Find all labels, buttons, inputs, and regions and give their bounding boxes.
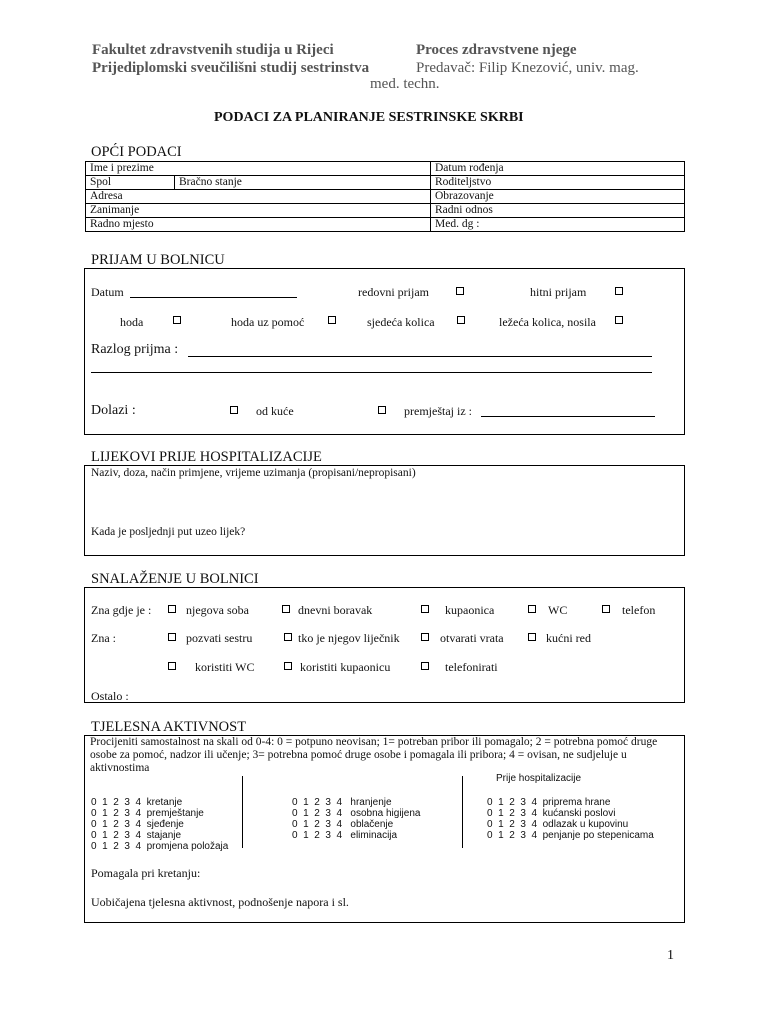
- workplace-cell[interactable]: Radno mjesto: [86, 218, 431, 232]
- occupation-cell[interactable]: Zanimanje: [86, 204, 431, 218]
- study-name: Prijediplomski sveučilišni studij sestrinstva: [92, 60, 370, 76]
- wheelchair-label: sjedeća kolica: [367, 315, 435, 329]
- before-hospitalization-label: Prije hospitalizacije: [496, 773, 582, 784]
- column-divider-1: [242, 776, 243, 848]
- name-cell[interactable]: Ime i prezime: [86, 162, 431, 176]
- reason-label: Razlog prijma :: [91, 342, 179, 357]
- walk-label: hoda: [120, 315, 144, 329]
- lecturer-title: med. techn.: [370, 76, 440, 92]
- activity-item: 0 1 2 3 4 priprema hrane: [487, 797, 611, 808]
- reason-line-2[interactable]: [91, 372, 652, 373]
- phone-label: telefon: [622, 603, 656, 617]
- use-wc-label: koristiti WC: [195, 660, 255, 674]
- walk-help-checkbox[interactable]: [328, 316, 336, 324]
- admission-date-label: Datum: [91, 285, 124, 299]
- room-label: njegova soba: [186, 603, 249, 617]
- day-room-label: dnevni boravak: [298, 603, 373, 617]
- lecturer: Predavač: Filip Knezović, univ. mag.: [416, 60, 639, 76]
- knows-label: Zna :: [91, 631, 116, 645]
- dob-cell[interactable]: Datum rođenja: [431, 162, 685, 176]
- activity-item: 0 1 2 3 4 penjanje po stepenicama: [487, 830, 654, 841]
- admission-date-line[interactable]: [130, 297, 297, 298]
- activity-item: 0 1 2 3 4 stajanje: [91, 830, 182, 841]
- activity-item: 0 1 2 3 4 oblačenje: [292, 819, 394, 830]
- wc-label: WC: [548, 603, 568, 617]
- other-label: Ostalo :: [91, 689, 129, 703]
- urgent-admission-checkbox[interactable]: [615, 287, 623, 295]
- regular-admission-checkbox[interactable]: [456, 287, 464, 295]
- address-cell[interactable]: Adresa: [86, 190, 431, 204]
- activity-item: 0 1 2 3 4 kretanje: [91, 797, 183, 808]
- day-room-checkbox[interactable]: [282, 605, 290, 613]
- general-table: [85, 161, 685, 232]
- faculty-name: Fakultet zdravstvenih studija u Rijeci: [92, 42, 334, 58]
- stretcher-label: ležeća kolica, nosila: [499, 315, 596, 329]
- transfer-checkbox[interactable]: [378, 406, 386, 414]
- doctor-checkbox[interactable]: [284, 633, 292, 641]
- house-rules-label: kućni red: [546, 631, 591, 645]
- wc-checkbox[interactable]: [528, 605, 536, 613]
- phone-checkbox[interactable]: [602, 605, 610, 613]
- medications-heading: LIJEKOVI PRIJE HOSPITALIZACIJE: [91, 449, 322, 465]
- walk-help-label: hoda uz pomoć: [231, 315, 305, 329]
- activity-item: 0 1 2 3 4 osobna higijena: [292, 808, 421, 819]
- activity-instr-3: aktivnostima: [90, 762, 150, 774]
- activity-item: 0 1 2 3 4 sjeđenje: [91, 819, 184, 830]
- open-doors-checkbox[interactable]: [421, 633, 429, 641]
- regular-admission-label: redovni prijam: [358, 285, 429, 299]
- call-phone-label: telefonirati: [445, 660, 498, 674]
- transfer-label: premještaj iz :: [404, 404, 472, 418]
- medications-desc: Naziv, doza, način primjene, vrijeme uzimanja (propisani/nepropisani): [91, 467, 416, 479]
- call-phone-checkbox[interactable]: [421, 662, 429, 670]
- doctor-label: tko je njegov liječnik: [298, 631, 400, 645]
- activity-item: 0 1 2 3 4 premještanje: [91, 808, 204, 819]
- use-wc-checkbox[interactable]: [168, 662, 176, 670]
- activity-item: 0 1 2 3 4 kućanski poslovi: [487, 808, 616, 819]
- activity-item: 0 1 2 3 4 promjena položaja: [91, 841, 229, 852]
- medications-last: Kada je posljednji put uzeo lijek?: [91, 526, 246, 538]
- transfer-line[interactable]: [481, 416, 655, 417]
- orientation-heading: SNALAŽENJE U BOLNICI: [91, 571, 259, 587]
- sex-cell[interactable]: Spol: [86, 176, 175, 190]
- activity-heading: TJELESNA AKTIVNOST: [91, 719, 247, 735]
- course-name: Proces zdravstvene njege: [416, 42, 577, 58]
- general-heading: OPĆI PODACI: [91, 144, 182, 160]
- page-number: 1: [667, 948, 674, 963]
- urgent-admission-label: hitni prijam: [530, 285, 587, 299]
- reason-line-1[interactable]: [188, 356, 652, 357]
- arrives-label: Dolazi :: [91, 403, 136, 418]
- page-title: PODACI ZA PLANIRANJE SESTRINSKE SKRBI: [214, 110, 524, 125]
- employment-cell[interactable]: Radni odnos: [431, 204, 685, 218]
- open-doors-label: otvarati vrata: [440, 631, 504, 645]
- wheelchair-checkbox[interactable]: [457, 316, 465, 324]
- call-nurse-label: pozvati sestru: [186, 631, 253, 645]
- call-nurse-checkbox[interactable]: [168, 633, 176, 641]
- knows-where-label: Zna gdje je :: [91, 603, 152, 617]
- activity-item: 0 1 2 3 4 eliminacija: [292, 830, 398, 841]
- admission-heading: PRIJAM U BOLNICU: [91, 252, 225, 268]
- stretcher-checkbox[interactable]: [615, 316, 623, 324]
- use-bath-label: koristiti kupaonicu: [300, 660, 391, 674]
- parenthood-cell[interactable]: Roditeljstvo: [431, 176, 685, 190]
- activity-instr-1: Procijeniti samostalnost na skali od 0-4: 0 = potpuno neovisan; 1= potreban pribor ili pomagalo; 2 = potrebna pomoć druge: [90, 736, 658, 748]
- education-cell[interactable]: Obrazovanje: [431, 190, 685, 204]
- walk-checkbox[interactable]: [173, 316, 181, 324]
- from-home-checkbox[interactable]: [230, 406, 238, 414]
- activity-instr-2: osobe za pomoć, nadzor ili učenje; 3= potrebna pomoć druge osobe i pomagala ili pribora; 4 = ovisan, ne sudjeluje u: [90, 749, 627, 761]
- bathroom-checkbox[interactable]: [421, 605, 429, 613]
- use-bath-checkbox[interactable]: [284, 662, 292, 670]
- house-rules-checkbox[interactable]: [528, 633, 536, 641]
- room-checkbox[interactable]: [168, 605, 176, 613]
- bathroom-label: kupaonica: [445, 603, 495, 617]
- diagnosis-cell[interactable]: Med. dg :: [431, 218, 685, 232]
- mobility-aids-label: Pomagala pri kretanju:: [91, 866, 201, 880]
- activity-item: 0 1 2 3 4 hranjenje: [292, 797, 392, 808]
- usual-activity-label: Uobičajena tjelesna aktivnost, podnošenje napora i sl.: [91, 895, 349, 909]
- marital-cell[interactable]: Bračno stanje: [175, 176, 431, 190]
- column-divider-2: [462, 776, 463, 848]
- activity-item: 0 1 2 3 4 odlazak u kupovinu: [487, 819, 629, 830]
- from-home-label: od kuće: [256, 404, 294, 418]
